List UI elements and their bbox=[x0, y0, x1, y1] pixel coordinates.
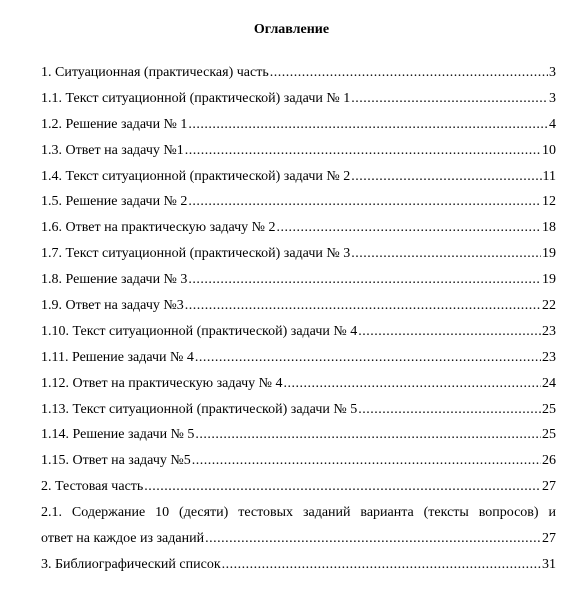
toc-entry-page: 23 bbox=[542, 323, 556, 339]
toc-entry-label: 1.15. Ответ на задачу №5 bbox=[41, 453, 191, 469]
leader-dots bbox=[351, 169, 541, 185]
toc-entry-word: заданий bbox=[302, 505, 351, 521]
toc-entry-word: и bbox=[548, 505, 556, 521]
leader-dots bbox=[144, 479, 541, 495]
toc-entry-label: 3. Библиографический список bbox=[41, 556, 221, 572]
toc-entry-word: тестовых bbox=[238, 505, 294, 521]
toc-entry-label: 1.7. Текст ситуационной (практической) задачи № 3 bbox=[41, 246, 351, 262]
toc-entry[interactable] bbox=[41, 143, 556, 169]
toc-entry-2-1-line2[interactable] bbox=[41, 531, 556, 557]
toc-entry-label: 1.10. Текст ситуационной (практической) задачи № 4 bbox=[41, 323, 358, 339]
toc-entry-page: 25 bbox=[542, 427, 556, 443]
toc-entry-label: 1.8. Решение задачи № 3 bbox=[41, 272, 188, 288]
toc-entry-bibliography[interactable] bbox=[41, 557, 556, 583]
toc-entry[interactable] bbox=[41, 324, 556, 350]
toc-entry[interactable] bbox=[41, 402, 556, 428]
toc-entry-page: 31 bbox=[542, 556, 556, 572]
toc-entry-page: 22 bbox=[542, 298, 556, 314]
toc-entry-2-1-line1 bbox=[41, 505, 556, 531]
toc-entry-word: варианта bbox=[360, 505, 414, 521]
toc-entry[interactable] bbox=[41, 65, 556, 91]
toc-entry-label: 2. Тестовая часть bbox=[41, 479, 144, 495]
toc-entry[interactable] bbox=[41, 246, 556, 272]
leader-dots bbox=[277, 220, 541, 236]
leader-dots bbox=[358, 402, 541, 418]
toc-entry-label: 1.2. Решение задачи № 1 bbox=[41, 116, 188, 132]
toc-entry-label: 1.9. Ответ на задачу №3 bbox=[41, 298, 184, 314]
toc-entry[interactable] bbox=[41, 194, 556, 220]
leader-dots bbox=[222, 557, 541, 573]
toc-entry[interactable] bbox=[41, 376, 556, 402]
toc-entry-page: 27 bbox=[542, 531, 556, 547]
toc-entry-label: 1.12. Ответ на практическую задачу № 4 bbox=[41, 375, 283, 391]
toc-entry-page: 3 bbox=[549, 65, 556, 80]
toc-entry-label: ответ на каждое из заданий bbox=[41, 531, 205, 547]
toc-entry-page: 25 bbox=[542, 401, 556, 417]
toc-entry-label: 1.11. Решение задачи № 4 bbox=[41, 349, 194, 365]
toc-entry[interactable] bbox=[41, 117, 556, 143]
toc-entry-label: 1.14. Решение задачи № 5 bbox=[41, 427, 195, 443]
leader-dots bbox=[351, 246, 541, 262]
leader-dots bbox=[195, 427, 541, 443]
toc-entry-label: 1.5. Решение задачи № 2 bbox=[41, 194, 188, 210]
toc-entry[interactable] bbox=[41, 220, 556, 246]
leader-dots bbox=[284, 376, 541, 392]
toc-entry[interactable] bbox=[41, 479, 556, 505]
toc-entry-label: 1. Ситуационная (практическая) часть bbox=[41, 65, 269, 80]
toc-entry[interactable] bbox=[41, 427, 556, 453]
toc-entry-word: 2.1. bbox=[41, 505, 62, 521]
toc-entry-label: 1.13. Текст ситуационной (практической) задачи № 5 bbox=[41, 401, 358, 417]
toc-entry-page: 3 bbox=[549, 90, 556, 106]
toc-entry-page: 23 bbox=[542, 349, 556, 365]
toc-entry-page: 4 bbox=[549, 116, 556, 132]
toc-entry-page: 19 bbox=[542, 272, 556, 288]
toc-entry-label: 1.1. Текст ситуационной (практической) задачи № 1 bbox=[41, 90, 351, 106]
toc-entry-label: 1.3. Ответ на задачу №1 bbox=[41, 142, 184, 158]
toc-entry-word: вопросов) bbox=[478, 505, 539, 521]
toc-entry-word: Содержание bbox=[71, 505, 146, 521]
toc-entry-page: 24 bbox=[542, 375, 556, 391]
toc-entry[interactable] bbox=[41, 453, 556, 479]
leader-dots bbox=[188, 117, 548, 133]
toc-entry-label: 1.6. Ответ на практическую задачу № 2 bbox=[41, 220, 276, 236]
toc-entry[interactable] bbox=[41, 350, 556, 376]
leader-dots bbox=[351, 91, 548, 107]
toc-entry-page: 27 bbox=[542, 479, 556, 495]
toc-entry-label: 1.4. Текст ситуационной (практической) задачи № 2 bbox=[41, 168, 351, 184]
toc-entry-word: (десяти) bbox=[179, 505, 229, 521]
leader-dots bbox=[192, 453, 541, 469]
toc-entry[interactable] bbox=[41, 91, 556, 117]
leader-dots bbox=[185, 298, 541, 314]
toc-title: Оглавление bbox=[253, 22, 330, 37]
toc-entry-word: 10 bbox=[155, 505, 170, 521]
toc-entry[interactable] bbox=[41, 298, 556, 324]
toc-entry-page: 12 bbox=[542, 194, 556, 210]
toc-entry-page: 11 bbox=[542, 168, 556, 184]
table-of-contents bbox=[41, 65, 556, 583]
toc-entry-page: 19 bbox=[542, 246, 556, 262]
toc-entry-word: (тексты bbox=[423, 505, 469, 521]
toc-entry-page: 10 bbox=[542, 142, 556, 158]
toc-entry-page: 18 bbox=[542, 220, 556, 236]
leader-dots bbox=[358, 324, 541, 340]
leader-dots bbox=[188, 272, 541, 288]
toc-entry[interactable] bbox=[41, 272, 556, 298]
leader-dots bbox=[195, 350, 541, 366]
leader-dots bbox=[188, 194, 541, 210]
leader-dots bbox=[185, 143, 541, 159]
leader-dots bbox=[270, 65, 548, 81]
toc-entry[interactable] bbox=[41, 169, 556, 195]
toc-entry-page: 26 bbox=[542, 453, 556, 469]
leader-dots bbox=[205, 531, 541, 547]
